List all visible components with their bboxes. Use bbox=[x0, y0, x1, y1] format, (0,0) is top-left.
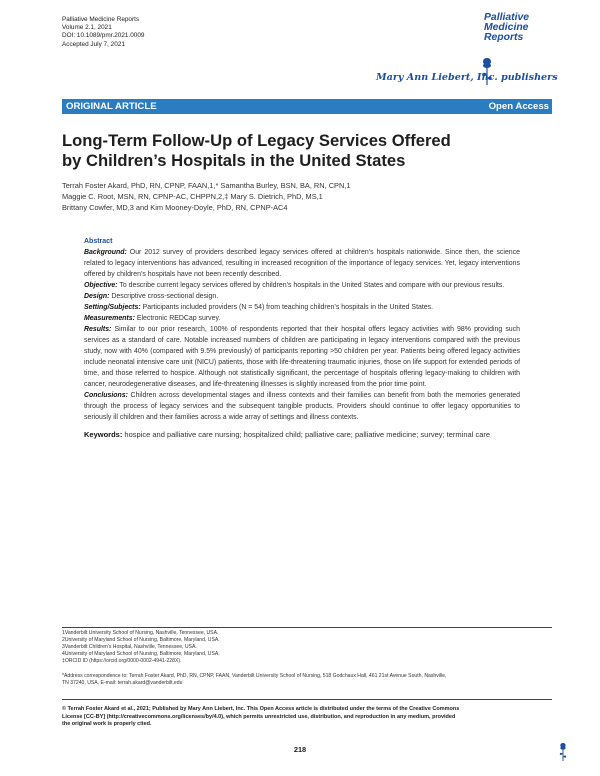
background-label: Background: bbox=[84, 249, 127, 256]
abstract-design bbox=[84, 291, 520, 302]
affiliations bbox=[62, 630, 552, 665]
article-banner bbox=[62, 99, 552, 114]
affiliation-1: 1Vanderbilt University School of Nursing, Nashville, Tennessee, USA. bbox=[62, 630, 219, 636]
affiliation-2: 2University of Maryland School of Nursing, Baltimore, Maryland, USA. bbox=[62, 637, 220, 643]
correspondence-line-1: *Address correspondence to: Terrah Foster Akard, PhD, RN, CPNP, FAAN, Vanderbilt University School of Nursing, 518 Godchaux Hall, 461 21st Avenue South, Nashville, bbox=[62, 673, 447, 679]
logo-line-3: Reports bbox=[484, 32, 524, 43]
license-statement bbox=[62, 706, 552, 729]
title-line-1: Long-Term Follow-Up of Legacy Services Offered bbox=[62, 131, 451, 150]
abstract-measurements bbox=[84, 313, 520, 324]
background-text: Our 2012 survey of providers described legacy services offered at children’s hospitals nationwide. Since then, the science related to legacy interventions has advanced, resulting in increased recognition of the importance of legacy services. Yet, legacy interventions offered by children’s hospitals have not been recently described. bbox=[84, 249, 520, 278]
license-line-3: the original work is properly cited. bbox=[62, 721, 152, 728]
results-text: Similar to our prior research, 100% of respondents reported that their hospital offers legacy activities with 98% providing such services as a standard of care. Notable increased numbers of children are participating in legacy interventions compared with the previous study, now with 40% (compared with 9.5% previously) of participants reporting >50 children per year. Patients being offered legacy activities include neonatal intensive care unit (NICU) patients, those with life-threatening traumatic injuries, those on life support for extended periods of time, and those referred to hospice. Although not statistically significant, the percentage of hospitals offering legacy-making to children with cancer, neurodegenerative diseases, and life-threatening illnesses is slightly increased from the prior time point. bbox=[84, 326, 520, 388]
measurements-label: Measurements: bbox=[84, 315, 135, 322]
license-divider bbox=[62, 699, 552, 700]
correspondence bbox=[62, 673, 552, 687]
orcid-note: ‡ORCID ID (https://orcid.org/0000-0002-4941-228X). bbox=[62, 658, 182, 664]
abstract bbox=[84, 236, 520, 440]
rose-icon bbox=[557, 740, 569, 762]
conclusions-text: Children across developmental stages and illness contexts and their families can benefit from both the memories generated through the process of legacy services and the subsequent tangible products. Providers should continue to offer legacy opportunities to seriously ill children and their families across a wide array of settings and illness contexts. bbox=[84, 392, 520, 421]
journal-volume: Volume 2.1, 2021 bbox=[62, 24, 112, 32]
keywords bbox=[84, 429, 520, 440]
journal-info bbox=[62, 16, 144, 49]
title-line-2: by Children’s Hospitals in the United States bbox=[62, 151, 406, 170]
abstract-objective bbox=[84, 280, 520, 291]
design-text: Descriptive cross-sectional design. bbox=[109, 293, 219, 300]
abstract-setting bbox=[84, 302, 520, 313]
article-title bbox=[62, 131, 532, 171]
measurements-text: Electronic REDCap survey. bbox=[134, 315, 221, 322]
abstract-conclusions bbox=[84, 390, 520, 423]
keywords-text: hospice and palliative care nursing; hospitalized child; palliative care; palliative medicine; survey; terminal care bbox=[122, 430, 491, 439]
authors-line-2: Maggie C. Root, MSN, RN, CPNP-AC, CHPPN,2,‡ Mary S. Dietrich, PhD, MS,1 bbox=[62, 192, 323, 201]
logo-line-2: Medicine bbox=[484, 22, 529, 33]
footnote-divider bbox=[62, 627, 552, 628]
correspondence-line-2: TN 37240, USA, E-mail: terrah.akard@vanderbilt.edu bbox=[62, 680, 183, 686]
objective-label: Objective: bbox=[84, 282, 118, 289]
journal-logo bbox=[484, 13, 554, 43]
logo-line-1: Palliative bbox=[484, 12, 530, 23]
affiliation-3: 3Vanderbilt Children’s Hospital, Nashville, Tennessee, USA. bbox=[62, 644, 197, 650]
article-type: ORIGINAL ARTICLE bbox=[66, 101, 157, 112]
abstract-heading: Abstract bbox=[84, 238, 113, 245]
journal-name: Palliative Medicine Reports bbox=[62, 16, 140, 23]
design-label: Design: bbox=[84, 293, 110, 300]
accepted-date: Accepted July 7, 2021 bbox=[62, 40, 125, 48]
authors-line-1: Terrah Foster Akard, PhD, RN, CPNP, FAAN,1,* Samantha Burley, BSN, BA, RN, CPN,1 bbox=[62, 181, 351, 190]
affiliation-4: 4University of Maryland School of Nursing, Baltimore, Maryland, USA. bbox=[62, 651, 220, 657]
publisher-name: Mary Ann Liebert, Inc. publishers bbox=[376, 72, 558, 83]
conclusions-label: Conclusions: bbox=[84, 392, 128, 399]
keywords-label: Keywords: bbox=[84, 430, 123, 439]
abstract-background bbox=[84, 247, 520, 280]
authors-line-3: Brittany Cowfer, MD,3 and Kim Mooney-Doyle, PhD, RN, CPNP-AC4 bbox=[62, 203, 288, 212]
open-access-label: Open Access bbox=[488, 101, 549, 112]
journal-doi: DOI: 10.1089/pmr.2021.0009 bbox=[62, 32, 145, 40]
objective-text: To describe current legacy services offered by children’s hospitals in the United States and compare with our previous results. bbox=[117, 282, 505, 289]
license-line-1: © Terrah Foster Akard et al., 2021; Published by Mary Ann Liebert, Inc. This Open Access article is distributed under the terms of the Creative Commons bbox=[62, 706, 460, 712]
setting-text: Participants included providers (N = 54) from teaching children’s hospitals in the United States. bbox=[140, 304, 434, 311]
author-list bbox=[62, 180, 532, 213]
page-number: 218 bbox=[293, 745, 307, 754]
results-label: Results: bbox=[84, 326, 112, 333]
setting-label: Setting/Subjects: bbox=[84, 304, 141, 311]
license-line-2: License [CC-BY] (http://creativecommons.org/licenses/by/4.0), which permits unrestricted use, distribution, and reproduction in any medium, provided bbox=[62, 713, 456, 720]
abstract-results bbox=[84, 324, 520, 390]
